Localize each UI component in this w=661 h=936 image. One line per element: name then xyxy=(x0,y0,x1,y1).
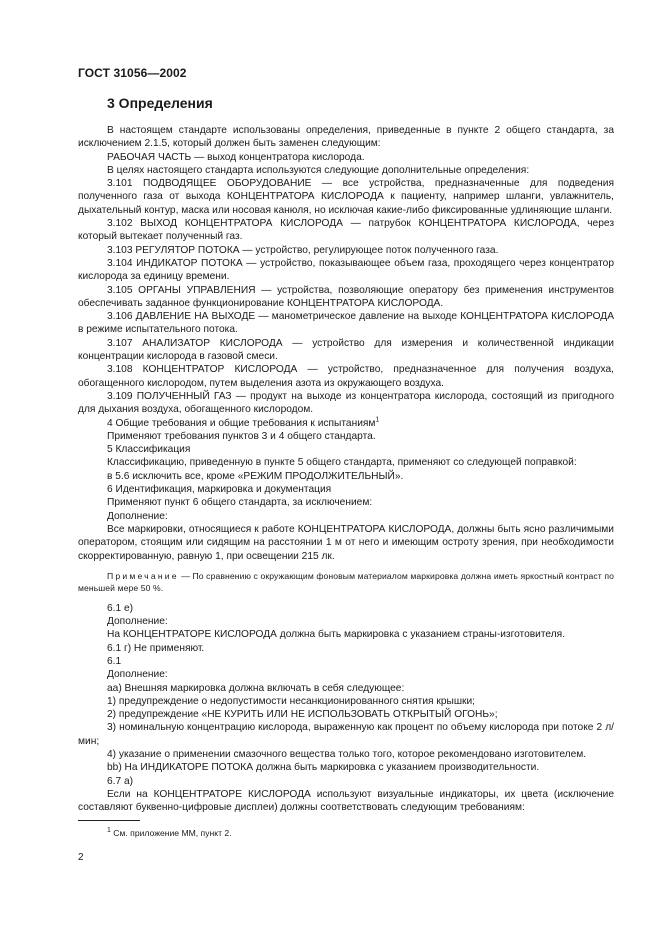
section-4-text: 4 Общие требования и общие требования к испытаниям xyxy=(107,417,376,429)
section-5-heading: 5 Классификация xyxy=(107,444,191,456)
footnote-text: См. приложение ММ, пункт 2. xyxy=(110,828,232,838)
paragraph: Дополнение: xyxy=(107,616,168,628)
note-label: Примечание xyxy=(107,570,179,581)
definition-3-105: 3.105 ОРГАНЫ УПРАВЛЕНИЯ — устройства, позволяющие оператору без применения инструментов обеспечивать заданное функционирование КОНЦЕНТРАТОРА КИСЛОРОДА. xyxy=(78,284,614,309)
definition-3-106: 3.106 ДАВЛЕНИЕ НА ВЫХОДЕ — манометрическое давление на выходе КОНЦЕНТРАТОРА КИСЛОРОДА в режиме испытательного потока. xyxy=(78,311,614,336)
paragraph: 6.7 а) xyxy=(107,775,134,787)
paragraph: РАБОЧАЯ ЧАСТЬ — выход концентратора кислорода. xyxy=(107,151,365,163)
definition-3-101: 3.101 ПОДВОДЯЩЕЕ ОБОРУДОВАНИЕ — все устройства, предназначенные для подведения полученного газа от выхода КОНЦЕНТРАТОРА КИСЛОРОДА к пациенту, например шланги, увлажнитель, дыхательный контур, маска или носовая канюля, но исключая какие-либо фиксированные удлиняющие шланги. xyxy=(78,178,614,216)
note-text: — По сравнению с окружающим фоновым материалом маркировка должна иметь яркостный контраст по меньшей мере 50 %. xyxy=(78,570,614,593)
definition-3-109: 3.109 ПОЛУЧЕННЫЙ ГАЗ — продукт на выходе из концентратора кислорода, состоящий из пригодного для дыхания воздуха, обогащенного кислородом. xyxy=(78,390,614,416)
definition-3-108: 3.108 КОНЦЕНТРАТОР КИСЛОРОДА — устройство, предназначенное для получения воздуха, обогащенного кислородом, путем выделения азота из окружающего воздуха. xyxy=(78,364,614,389)
footnote-ref: 1 xyxy=(375,416,380,424)
paragraph: Дополнение: xyxy=(107,669,168,681)
definition-3-103: 3.103 РЕГУЛЯТОР ПОТОКА — устройство, регулирующее поток полученного газа. xyxy=(107,244,499,256)
list-item: 1) предупреждение о недопустимости несанкционированного снятия крышки; xyxy=(107,695,475,707)
list-item: 3) номинальную концентрацию кислорода, выраженную как процент по объему кислорода при потоке 2 л/мин; xyxy=(78,722,614,747)
section-6-heading: 6 Идентификация, маркировка и документация xyxy=(107,484,332,496)
paragraph: Классификацию, приведенную в пункте 5 общего стандарта, применяют со следующей поправкой: xyxy=(107,457,577,469)
section-title: 3 Определения xyxy=(107,95,213,111)
list-item: аа) Внешняя маркировка должна включать в себя следующее: xyxy=(107,682,405,694)
paragraph: Применяют пункт 6 общего стандарта, за исключением: xyxy=(107,497,373,509)
footnote-mark: 1 xyxy=(107,827,111,835)
paragraph: в 5.6 исключить все, кроме «РЕЖИМ ПРОДОЛЖИТЕЛЬНЫЙ». xyxy=(107,470,404,482)
document-body xyxy=(78,124,614,815)
paragraph: На КОНЦЕНТРАТОРЕ КИСЛОРОДА должна быть маркировка с указанием страны-изготовителя. xyxy=(107,629,566,641)
paragraph: Применяют требования пунктов 3 и 4 общего стандарта. xyxy=(107,430,376,442)
document-header: ГОСТ 31056—2002 xyxy=(78,66,187,80)
list-item: bb) На ИНДИКАТОРЕ ПОТОКА должна быть маркировка с указанием производительности. xyxy=(107,762,540,774)
page-number: 2 xyxy=(78,852,84,863)
paragraph: 6.1 е) xyxy=(107,602,134,614)
definition-3-102: 3.102 ВЫХОД КОНЦЕНТРАТОРА КИСЛОРОДА — патрубок КОНЦЕНТРАТОРА КИСЛОРОДА, через который вытекает полученный газ. xyxy=(78,218,614,243)
note xyxy=(78,570,614,594)
paragraph: Если на КОНЦЕНТРАТОРЕ КИСЛОРОДА используют визуальные индикаторы, их цвета (исключение составляют буквенно-цифровые дисплеи) должны соответствовать следующим требованиям: xyxy=(78,788,614,814)
paragraph: 6.1 г) Не применяют. xyxy=(107,642,205,654)
definition-3-104: 3.104 ИНДИКАТОР ПОТОКА — устройство, показывающее объем газа, проходящего через концентратор кислорода за единицу времени. xyxy=(78,257,614,283)
paragraph: 6.1 xyxy=(107,655,122,667)
footnote-divider xyxy=(78,820,140,821)
paragraph: В настоящем стандарте использованы определения, приведенные в пункте 2 общего стандарта, за исключением 2.1.5, который должен быть заменен следующим: xyxy=(78,125,614,150)
paragraph: Дополнение: xyxy=(107,510,168,522)
definition-3-107: 3.107 АНАЛИЗАТОР КИСЛОРОДА — устройство для измерения и количественной индикации концентрации кислорода в газовой смеси. xyxy=(78,337,614,363)
list-item: 4) указание о применении смазочного вещества только того, которое рекомендовано изготовителем. xyxy=(107,749,587,761)
footnote xyxy=(107,828,232,838)
paragraph: Все маркировки, относящиеся к работе КОНЦЕНТРАТОРА КИСЛОРОДА, должны быть ясно различимыми оператором, стоящим или сидящим на расстоянии 1 м от него и имеющим остроту зрения, при необходимости скорректированную, равную 1, при освещении 215 лк. xyxy=(78,523,614,562)
section-4-heading xyxy=(78,417,614,430)
list-item: 2) предупреждение «НЕ КУРИТЬ ИЛИ НЕ ИСПОЛЬЗОВАТЬ ОТКРЫТЫЙ ОГОНЬ»; xyxy=(107,709,498,721)
paragraph: В целях настоящего стандарта используются следующие дополнительные определения: xyxy=(107,164,530,176)
